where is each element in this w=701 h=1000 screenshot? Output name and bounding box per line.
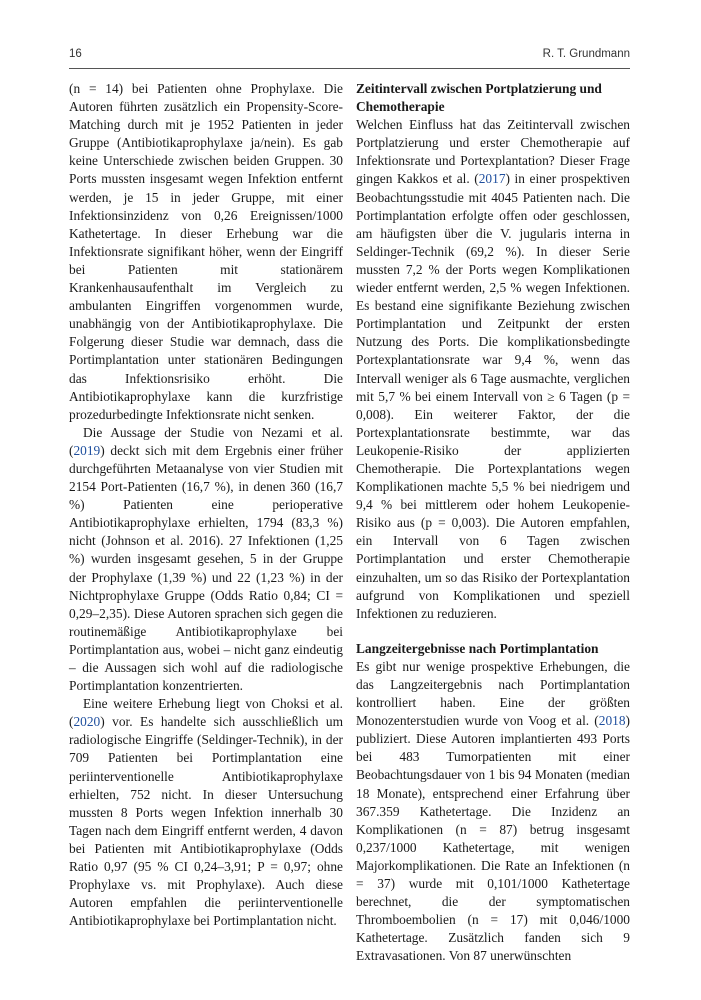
section-spacer bbox=[356, 623, 630, 640]
left-column bbox=[69, 80, 343, 930]
citation-link[interactable]: 2020 bbox=[73, 714, 101, 730]
paragraph: Es gibt nur wenige prospektive Erhebungen, die das Langzeitergebnis nach Portimplantation kontrolliert haben. Eine der größten Monozenterstudien wurde von Voog et al. (2018) publiziert. Diese Autoren implantierten 493 Ports bei 483 Tumorpatienten mit einer Beobachtungsdauer von 1 bis 94 Monaten (median 18 Monate), entsprechend einer Erfahrung über 367.359 Kathetertage. Die Inzidenz an Komplikationen (n = 87) betrug insgesamt 0,237/1000 Kathetertage, mit wenigen Majorkomplikationen. Die Rate an Infektionen (n = 37) wurde mit 0,101/1000 Kathetertage berechnet, die der symptomatischen Thromboembolien (n = 17) mit 0,046/1000 Kathetertage. Zusätzlich fanden sich 9 Extravasationen. Von 87 unerwünschten bbox=[356, 658, 630, 964]
paragraph: Eine weitere Erhebung liegt von Choksi et al. (2020) vor. Es handelte sich ausschließlich um radiologische Eingriffe (Seldinger-Technik), in der 709 Patienten bei Portimplantation eine periinterventionelle Antibiotikaprophylaxe erhielten, 752 nicht. In dieser Untersuchung mussten 8 Ports wegen Infektion innerhalb 30 Tagen nach dem Eingriff entfernt werden, 4 davon bei Patienten mit Antibiotikaprophylaxe (Odds Ratio 0,97 (95 % CI 0,24–3,91; P = 0,97; ohne Prophylaxe vs. mit Prophylaxe). Auch diese Autoren empfahlen die periinterventionelle Antibiotikaprophylaxe bei Portimplantation nicht. bbox=[69, 696, 343, 929]
page-header bbox=[69, 48, 630, 66]
right-column bbox=[356, 80, 630, 966]
header-rule bbox=[69, 68, 630, 69]
running-head: R. T. Grundmann bbox=[542, 48, 630, 60]
citation-link[interactable]: 2019 bbox=[73, 442, 101, 458]
citation-link[interactable]: 2017 bbox=[478, 171, 506, 187]
paragraph: Die Aussage der Studie von Nezami et al. (2019) deckt sich mit dem Ergebnis einer früher durchgeführten Metaanalyse von vier Studien mit 2154 Port-Patienten (16,7 %), in denen 360 (16,7 %) Patienten eine perioperative Antibiotikaprophylaxe erhielten, 1794 (83,3 %) nicht (Johnson et al. 2016). 27 Infektionen (1,25 %) wurden insgesamt gesehen, 5 in der Gruppe der Prophylaxe (1,39 %) und 22 (1,23 %) in der Nichtprophylaxe Gruppe (Odds Ratio 0,84; CI = 0,29–2,35). Diese Autoren sprachen sich gegen die routinemäßige Antibiotikaprophylaxe bei Portimplantation aus, wobei – nicht ganz eindeutig – die Aussagen sich wohl auf die radiologische Portimplantation konzentrierten. bbox=[69, 424, 343, 694]
paragraph: Welchen Einfluss hat das Zeitintervall zwischen Portplatzierung und erster Chemotherapie auf Infektionsrate und Portexplantation? Dieser Frage gingen Kakkos et al. (2017) in einer prospektiven Beobachtungsstudie mit 4045 Patienten nach. Die Portimplantation erfolgte offen oder geschlossen, am häufigsten über die V. jugularis interna in Seldinger-Technik (69,2 %). In dieser Serie mussten 7,2 % der Ports wegen Komplikationen wieder entfernt werden, 2,5 % wegen Infektionen. Es bestand eine signifikante Beziehung zwischen Portimplantation und Zeitpunkt der ersten Nutzung des Ports. Die komplikationsbedingte Portexplantationsrate war 9,4 %, wenn das Intervall weniger als 6 Tage ausmachte, verglichen mit 5,7 % bei einem Intervall von ≥ 6 Tagen (p = 0,008). Ein weiterer Faktor, der die Portexplantationsrate bestimmte, war das Leukopenie-Risiko der applizierten Chemotherapie. Die Portexplantations wegen Komplikationen machte 5,5 % bei niedrigem und 9,4 % bei mittlerem oder hohem Leukopenie-Risiko aus (p = 0,003). Die Autoren empfahlen, ein Intervall von 6 Tagen zwischen Portimplantation und erster Chemotherapie einzuhalten, um so das Risiko der Portexplantation aufgrund von Komplikationen und speziell Infektionen zu reduzieren. bbox=[356, 117, 630, 621]
citation-link[interactable]: 2018 bbox=[598, 713, 626, 729]
paragraph: (n = 14) bei Patienten ohne Prophylaxe. Die Autoren führten zusätzlich ein Propensity-Score-Matching durch mit je 1952 Patienten in jeder Gruppe (Antibiotikaprophylaxe ja/nein). Es gab keine Unterschiede zwischen beiden Gruppen. 30 Ports mussten insgesamt wegen Infektion entfernt werden, je 15 in jeder Gruppe, mit einer Infektionsinzidenz von 0,26 Ereignissen/1000 Kathetertage. In dieser Erhebung war die Infektionsrate signifikant höher, wenn der Eingriff bei Patienten mit stationärem Krankenhausaufenthalt im Vergleich zu ambulanten Eingriffen vorgenommen wurde, unabhängig von der Antibiotikaprophylaxe. Die Folgerung dieser Studie war demnach, dass die Portimplantation unter stationären Bedingungen das Infektionsrisiko erhöht. Die Antibiotikaprophylaxe kann die kurzfristige prozedurbedingte Infektionsrate nicht senken. bbox=[69, 81, 343, 422]
page-number: 16 bbox=[69, 48, 82, 60]
section-heading: Zeitintervall zwischen Portplatzierung und Chemotherapie bbox=[356, 81, 602, 115]
section-heading: Langzeitergebnisse nach Portimplantation bbox=[356, 640, 599, 656]
